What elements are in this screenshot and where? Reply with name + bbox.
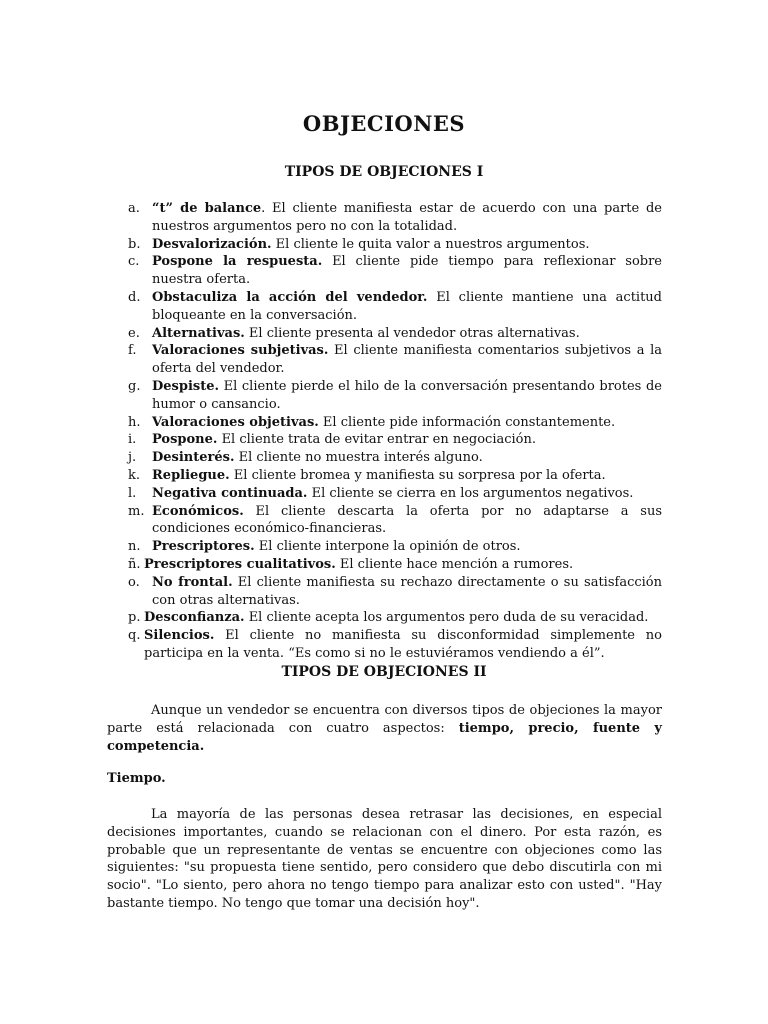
list-marker: d. xyxy=(128,289,141,305)
list-item-text xyxy=(128,289,662,325)
list-item-description: El cliente no muestra interés alguno. xyxy=(234,450,483,466)
list-item-description: El cliente interpone la opinión de otros. xyxy=(254,539,521,555)
list-item-text xyxy=(128,378,662,414)
list-item-text xyxy=(128,556,662,574)
tiempo-paragraph xyxy=(107,806,662,913)
list-item-description: El cliente manifiesta comentarios subjetivos a la oferta del vendedor. xyxy=(152,343,663,377)
list-marker: p. xyxy=(128,610,141,626)
list-item-text xyxy=(128,200,662,236)
list-marker: m. xyxy=(128,503,145,519)
section-title-objeciones-i: TIPOS DE OBJECIONES I xyxy=(284,164,484,180)
list-item-description: El cliente pierde el hilo de la conversación presentando brotes de humor o cansancio. xyxy=(152,378,662,412)
list-item-description: El cliente le quita valor a nuestros argumentos. xyxy=(271,236,590,252)
list-item-description: El cliente manifiesta su rechazo directamente o su satisfacción con otras alternativas. xyxy=(152,574,662,608)
list-item-term: “t” de balance xyxy=(152,201,262,216)
list-item xyxy=(128,538,662,556)
list-item-text xyxy=(128,253,662,289)
list-item-text xyxy=(128,538,662,556)
list-item-term: Despiste. xyxy=(152,378,220,394)
list-item-text xyxy=(128,414,662,432)
list-marker: b. xyxy=(128,236,141,252)
list-item-term: Pospone. xyxy=(152,432,218,448)
list-item-term: Desvalorización. xyxy=(152,236,272,252)
list-item xyxy=(128,325,662,343)
list-marker: ñ. xyxy=(128,556,141,572)
list-item xyxy=(128,556,662,574)
list-marker: e. xyxy=(128,325,140,341)
section-title-objeciones-ii: TIPOS DE OBJECIONES II xyxy=(281,664,487,680)
list-item-term: No frontal. xyxy=(152,574,233,590)
list-item xyxy=(128,467,662,485)
list-item-term: Prescriptores cualitativos. xyxy=(144,556,336,572)
page-title: OBJECIONES xyxy=(302,111,466,136)
list-item xyxy=(128,431,662,449)
list-item-description: El cliente se cierra en los argumentos negativos. xyxy=(307,485,634,501)
list-item xyxy=(128,289,662,325)
list-marker: a. xyxy=(128,201,140,216)
list-item-text xyxy=(128,342,662,378)
list-item xyxy=(128,609,662,627)
list-item-text xyxy=(128,609,662,627)
tiempo-paragraph-text: La mayoría de las personas desea retrasar las decisiones, en especial decisiones importantes, cuando se relacionan con el dinero. Por esta razón, es probable que un representante de ventas se encuentre con objeciones como las siguientes: "su propuesta tiene sentido, pero considero que debo discutirla con mi socio". "Lo siento, pero ahora no tengo tiempo para analizar esto con usted". "Hay bastante tiempo. No tengo que tomar una decisión hoy". xyxy=(107,807,662,911)
list-item-description: El cliente no manifiesta su disconformidad simplemente no participa en la venta. “Es como si no le estuviéramos vendiendo a él”. xyxy=(144,628,662,661)
list-marker: c. xyxy=(128,254,140,270)
list-item-text xyxy=(128,503,662,539)
list-item xyxy=(128,485,662,503)
list-item-term: Desconfianza. xyxy=(144,610,245,626)
list-item-term: Valoraciones subjetivas. xyxy=(152,343,329,359)
intro-bold-aspects: tiempo, precio, fuente y competencia. xyxy=(107,720,662,754)
list-marker: j. xyxy=(128,450,137,466)
list-item-term: Prescriptores. xyxy=(152,539,255,555)
list-item-text xyxy=(128,574,662,610)
list-item xyxy=(128,378,662,414)
list-marker: o. xyxy=(128,574,140,590)
list-item-term: Económicos. xyxy=(152,503,244,519)
list-item xyxy=(128,627,662,663)
list-item-description: El cliente acepta los argumentos pero duda de su veracidad. xyxy=(244,610,649,626)
list-item xyxy=(128,342,662,378)
list-item-description: El cliente mantiene una actitud bloqueante en la conversación. xyxy=(152,289,663,323)
list-item xyxy=(128,236,662,254)
list-item-text xyxy=(128,325,662,343)
list-item-term: Alternativas. xyxy=(152,325,245,341)
list-item-description: El cliente pide tiempo para reflexionar sobre nuestra oferta. xyxy=(152,254,662,288)
intro-paragraph xyxy=(107,702,662,755)
list-marker: k. xyxy=(128,467,141,483)
list-item xyxy=(128,414,662,432)
list-item xyxy=(128,449,662,467)
list-item-description: El cliente presenta al vendedor otras alternativas. xyxy=(244,325,580,341)
list-item-term: Pospone la respuesta. xyxy=(152,254,323,270)
objection-type-list xyxy=(128,200,662,663)
list-item-description: El cliente bromea y manifiesta su sorpresa por la oferta. xyxy=(229,467,606,483)
intro-text: Aunque un vendedor se encuentra con diversos tipos de objeciones la mayor parte está relacionada con cuatro aspectos: xyxy=(107,703,662,736)
list-item-text xyxy=(128,467,662,485)
list-marker: h. xyxy=(128,414,141,430)
list-item-text xyxy=(128,236,662,254)
list-item-description: . El cliente manifiesta estar de acuerdo con una parte de nuestros argumentos pero no con la totalidad. xyxy=(152,201,662,234)
list-marker: q. xyxy=(128,628,141,644)
list-item-term: Valoraciones objetivas. xyxy=(152,414,319,430)
list-item xyxy=(128,200,662,236)
list-marker: l. xyxy=(128,485,137,501)
list-item-term: Negativa continuada. xyxy=(152,485,308,501)
list-item-description: El cliente trata de evitar entrar en negociación. xyxy=(217,432,536,448)
list-item-text xyxy=(128,449,662,467)
list-item-text xyxy=(128,485,662,503)
list-item-term: Silencios. xyxy=(144,628,215,644)
list-item xyxy=(128,503,662,539)
list-item-text xyxy=(128,627,662,663)
list-item-text xyxy=(128,431,662,449)
list-marker: i. xyxy=(128,432,137,448)
list-item-description: El cliente pide información constantemente. xyxy=(318,414,616,430)
list-item xyxy=(128,574,662,610)
list-item-description: El cliente descarta la oferta por no adaptarse a sus condiciones económico-financieras. xyxy=(152,503,662,537)
list-item-term: Repliegue. xyxy=(152,467,230,483)
list-marker: g. xyxy=(128,378,141,394)
list-marker: f. xyxy=(128,343,137,359)
list-marker: n. xyxy=(128,539,141,555)
list-item-description: El cliente hace mención a rumores. xyxy=(335,556,574,572)
tiempo-heading: Tiempo. xyxy=(107,771,166,786)
list-item-term: Desinterés. xyxy=(152,450,235,466)
list-item-term: Obstaculiza la acción del vendedor. xyxy=(152,289,428,305)
list-item xyxy=(128,253,662,289)
